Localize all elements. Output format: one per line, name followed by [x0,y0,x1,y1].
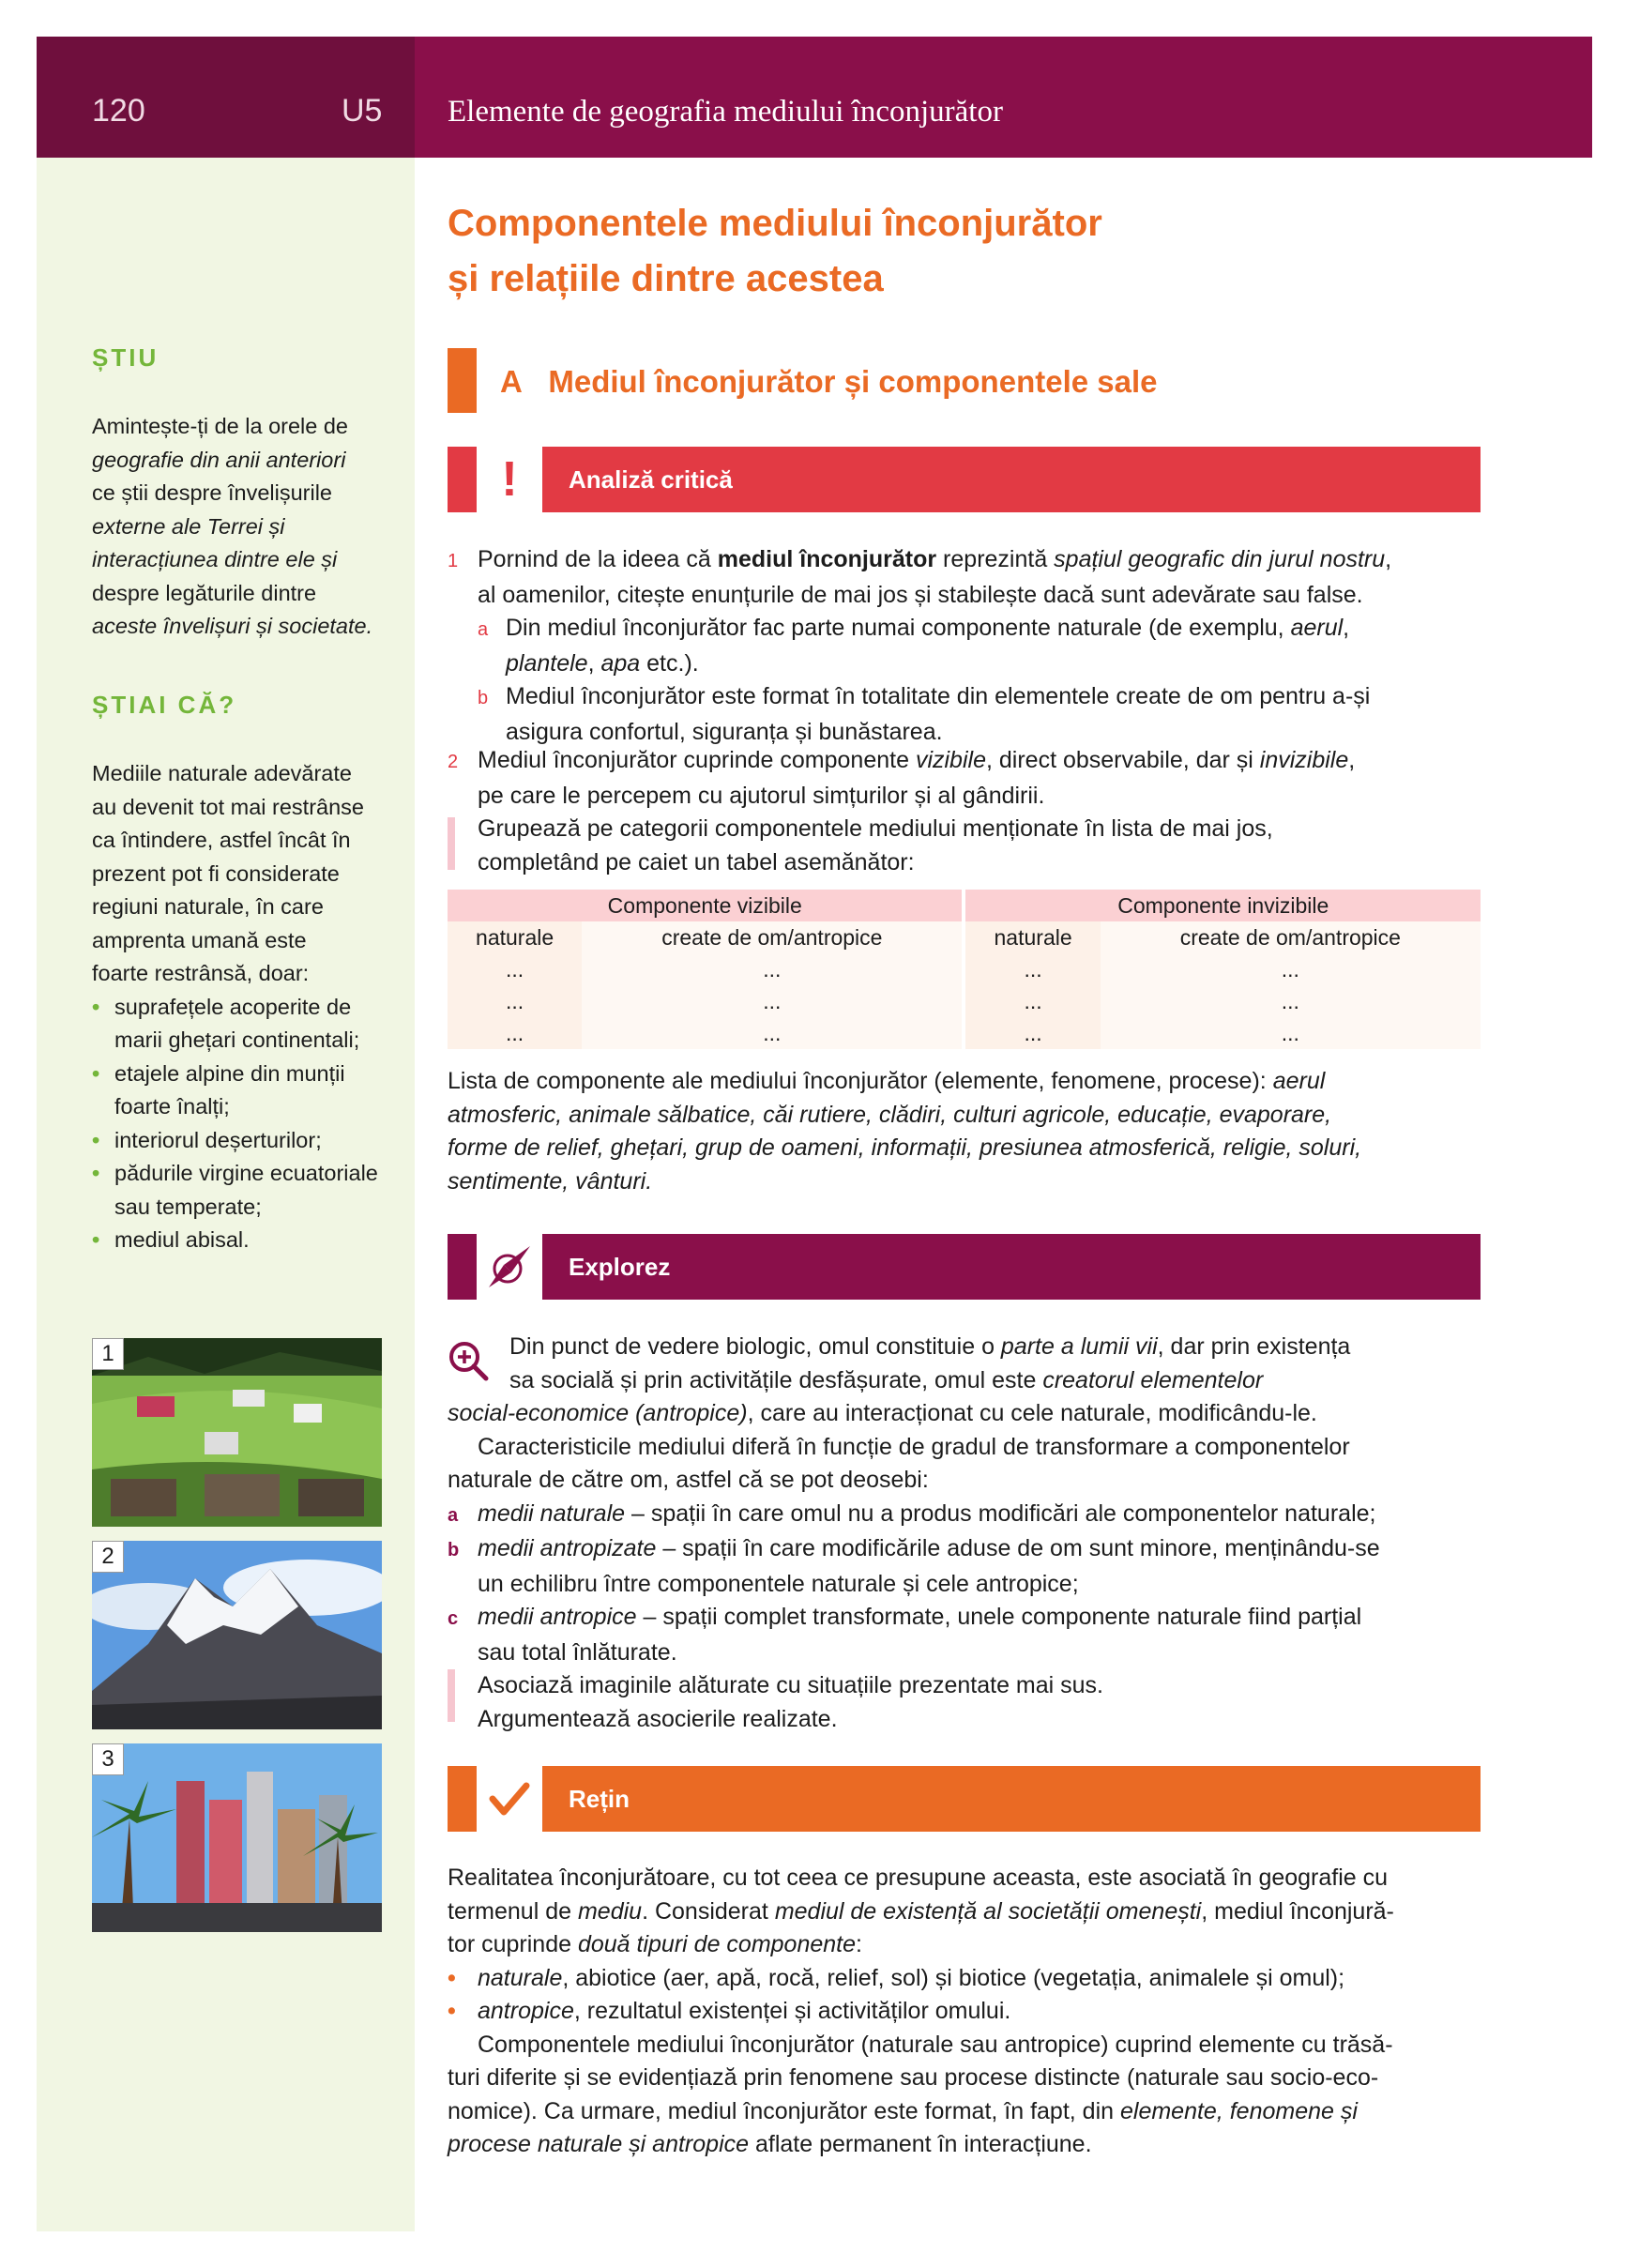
table-subheader: create de om/antropice [1101,921,1481,953]
item-letter: b [448,1540,460,1560]
stiai-line: amprenta umană este [92,927,307,952]
stiai-line: prezent pot fi considerate [92,860,340,886]
components-list: Lista de componente ale mediului înconjurător (elemente, fenomene, procese): aerul atmosferic, animale sălbatice, căi rutiere, clădiri, culturi agricole, educație, evaporare, forme de relief, ghețari, grup de oameni, informații, presiunea atmosferică, religie, soluri, sentimente, vânturi. [448,1068,1362,1195]
task-marker [448,1669,455,1722]
photo-number: 3 [92,1743,124,1775]
city-skyline-photo [92,1743,382,1932]
item-letter: b [478,688,489,708]
lesson-title [448,196,1102,307]
table-subheader: create de om/antropice [582,921,962,953]
question-1: 1 Pornind de la ideea că mediul înconjurător reprezintă spațiul geografic din jurul nostru, al oamenilor, citește enunțurile de mai jos și stabilește dacă sunt adevărate sau false. a Din mediul înconjurător fac parte numai componente naturale (de exemplu, aerul, plantele, apa etc.). b Mediul înconjurător este format în totalitate din elementele create de om pentru a-și asigura confortul, siguranța și bunăstarea. [448,546,1392,745]
photo-city-skyline [92,1743,382,1932]
stiu-line: Amintește-ți de la orele de [92,414,349,438]
compass-icon [477,1234,542,1300]
retin-text: Realitatea înconjurătoare, cu tot ceea ce presupune aceasta, este asociată în geografie cu termenul de mediu. Considerat mediul de existență al societății omenești, mediul înconjură- tor cuprinde două tipuri de componente: • naturale, abiotice (aer, apă, rocă, relief, sol) și biotice (vegetația, animalele și omul); • antropice, rezultatul existenței și activităților omului. Componentele mediului înconjurător (naturale sau antropice) cuprind elemente cu trăsă- turi diferite și se evidențiază prin fenomene sau procese distincte (naturale sau socio-eco- nomice). Ca urmare, mediul înconjurător este format, în fapt, din elemente, fenomene și procese naturale și antropice aflate permanent în interacțiune. [448,1865,1394,2157]
section-marker [448,348,477,413]
retin-banner [542,1766,1481,1832]
question-number: 2 [448,752,459,772]
photo-snowy-mountain [92,1541,382,1729]
unit-label: U5 [342,93,383,129]
list-item: • etajele alpine din munții foarte înalți; [92,1058,392,1124]
stiu-line: externe ale Terrei și [92,513,285,539]
list-item: • mediul abisal. [92,1224,392,1257]
retin-banner-marker [448,1766,477,1832]
explorez-text: Din punct de vedere biologic, omul constituie o parte a lumii vii, dar prin existența sa socială și prin activitățile desfășurate, omul este creatorul elementelor social-economice (antropice), care au interacționat cu cele naturale, modificându-le. Caracteristicile mediului diferă în funcție de gradul de transformare a componentelor naturale de către om, astfel că se pot deosebi: a medii naturale – spații în care omul nu a produs modificări ale componentelor naturale; b medii antropizate – spații în care modificările aduse de om sunt minore, menținându-se un echilibru între componentele naturale și cele antropice; c medii antropice – spații complet transformate, unele componente naturale fiind parțial sau total înlăturate. Asociază imaginile alăturate cu situațiile prezentate mai sus. Argumentează asocierile realizate. [448,1333,1380,1732]
stiu-line: ce știi despre învelișurile [92,480,332,505]
natural-regions-list [92,991,392,1257]
table-row: ... ... ... ... [448,953,1481,985]
chapter-title: Elemente de geografia mediului înconjurător [448,95,1003,129]
list-item: • pădurile virgine ecuatoriale sau temperate; [92,1157,392,1224]
banner-label: Rețin [569,1784,630,1813]
banner-label: Analiză critică [569,464,733,494]
stiu-line: despre legăturile dintre [92,580,317,605]
banner-label: Explorez [569,1252,671,1281]
stiai-line: ca întindere, astfel încât în [92,828,351,852]
stiu-line-text: geografie din anii anteriori [92,447,346,472]
lesson-title-line: și relațiile dintre acestea [448,258,884,299]
stiai-line: Mediile naturale adevărate [92,761,352,785]
table-header: Componente vizibile [448,890,962,921]
lesson-title-line: Componentele mediului înconjurător [448,203,1102,244]
exclamation-icon: ! [477,447,542,512]
explorez-banner [542,1234,1481,1300]
table-subheader: naturale [965,921,1100,953]
stiu-line: aceste învelișuri și societate. [92,614,373,638]
table-subheader: naturale [448,921,582,953]
stiu-line [92,444,392,478]
photo-number: 1 [92,1338,124,1370]
stiu-heading: ȘTIU [92,343,159,372]
list-item: • suprafețele acoperite de marii ghețari continentali; [92,991,392,1058]
question-2: 2 Mediul înconjurător cuprinde componente vizibile, direct observabile, dar și invizibile, pe care le percepem cu ajutorul simțurilor și al gândirii. Grupează pe categorii componentele mediului menționate în lista de mai jos, completând pe caiet un tabel asemănător: [448,747,1356,875]
snowy-mountain-photo [92,1541,382,1729]
table-row: ... ... ... ... [448,1017,1481,1049]
stiai-text [92,757,392,1257]
question-number: 1 [448,551,459,571]
stiai-heading: ȘTIAI CĂ? [92,691,237,719]
analiza-banner-marker [448,447,477,512]
analiza-critica-banner [542,447,1481,512]
section-title-text: Mediul înconjurător și componentele sale [548,364,1158,399]
stiai-line: foarte restrânsă, doar: [92,961,310,985]
components-table [448,890,1481,1049]
stiu-line: interacțiunea dintre ele și [92,547,338,571]
section-title [500,364,1157,400]
section-letter: A [500,364,523,399]
item-letter: c [448,1608,459,1629]
page-number: 120 [92,93,145,129]
rural-village-photo [92,1338,382,1527]
item-letter: a [448,1504,459,1526]
list-item: • interiorul deșerturilor; [92,1124,392,1158]
photo-number: 2 [92,1541,124,1573]
stiai-line: au devenit tot mai restrânse [92,794,364,819]
table-header: Componente invizibile [965,890,1481,921]
item-letter: a [478,619,489,640]
stiai-line: regiuni naturale, în care [92,894,324,919]
photo-rural-village [92,1338,382,1527]
explorez-banner-marker [448,1234,477,1300]
table-row: ... ... ... ... [448,985,1481,1017]
stiu-text [92,410,392,644]
checkmark-icon [477,1766,542,1832]
